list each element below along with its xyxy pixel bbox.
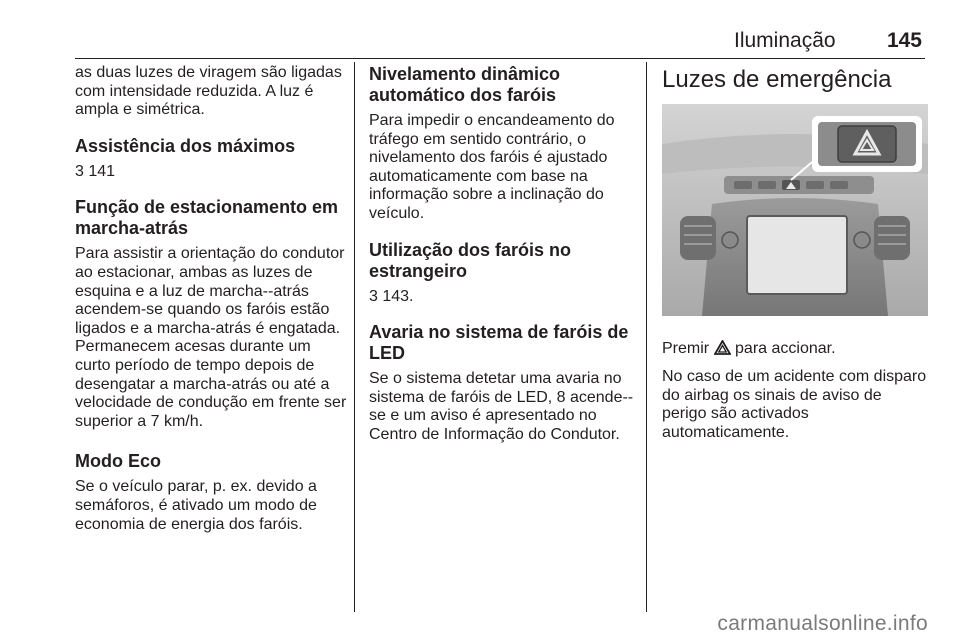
heading-led-failure: Avaria no sistema de faróis de LED xyxy=(369,322,629,364)
paragraph-eco-mode: Se o veículo parar, p. ex. devido a semáforos, é ativado um modo de economia de energia dos faróis. xyxy=(75,478,317,533)
heading-hazard-lights: Luzes de emergência xyxy=(662,66,892,93)
paragraph-airbag: No caso de um acidente com disparo do airbag os sinais de aviso de perigo são activados automaticamente. xyxy=(662,368,927,441)
header-rule xyxy=(75,58,925,59)
intro-paragraph: as duas luzes de viragem são ligadas com intensidade reduzida. A luz é ampla e simétrica. xyxy=(75,64,342,119)
column-1 xyxy=(75,64,347,544)
column-divider-2 xyxy=(646,62,647,612)
page-header-title: Iluminação xyxy=(734,29,836,52)
heading-dynamic-levelling: Nivelamento dinâmico automático dos faróis xyxy=(369,64,561,105)
ref-headlights-abroad: 3 143. xyxy=(369,287,414,305)
paragraph-led-failure: Se o sistema detetar uma avaria no sistema de faróis de LED, 8 acende--se e um aviso é apresentado no Centro de Informação do Condutor. xyxy=(369,370,634,443)
paragraph-press-to-activate xyxy=(662,340,930,359)
heading-eco-mode: Modo Eco xyxy=(75,451,161,472)
press-text-after: para accionar. xyxy=(735,339,836,357)
ref-high-beam-assist: 3 141 xyxy=(75,162,116,180)
column-2 xyxy=(369,64,637,455)
paragraph-dynamic-levelling: Para impedir o encandeamento do tráfego em sentido contrário, o nivelamento dos faróis é ajustado automaticamente com base na informação sobre a inclinação do veículo. xyxy=(369,112,615,222)
hazard-warning-icon xyxy=(714,340,731,355)
heading-headlights-abroad: Utilização dos faróis no estrangeiro xyxy=(369,239,572,281)
press-text-before: Premir xyxy=(662,339,710,357)
column-divider-1 xyxy=(354,62,355,612)
page-number: 145 xyxy=(886,29,922,52)
heading-high-beam-assist: Assistência dos máximos xyxy=(75,135,296,156)
dashboard-hazard-illustration xyxy=(662,104,928,316)
column-3 xyxy=(662,64,930,453)
watermark: carmanualsonline.info xyxy=(717,612,928,635)
paragraph-reverse-parking: Para assistir a orientação do condutor ao estacionar, ambas as luzes de esquina e a luz de marcha--atrás acendem-se quando os faróis estão ligados e a marcha-atrás é engatada. Permanecem acesas durante um curto período de tempo depois de desengatar a marcha-atrás ou até a velocidade de condução em frente ser superior a 7 km/h. xyxy=(75,245,347,430)
heading-reverse-parking: Função de estacionamento em marcha-atrás xyxy=(75,197,339,239)
